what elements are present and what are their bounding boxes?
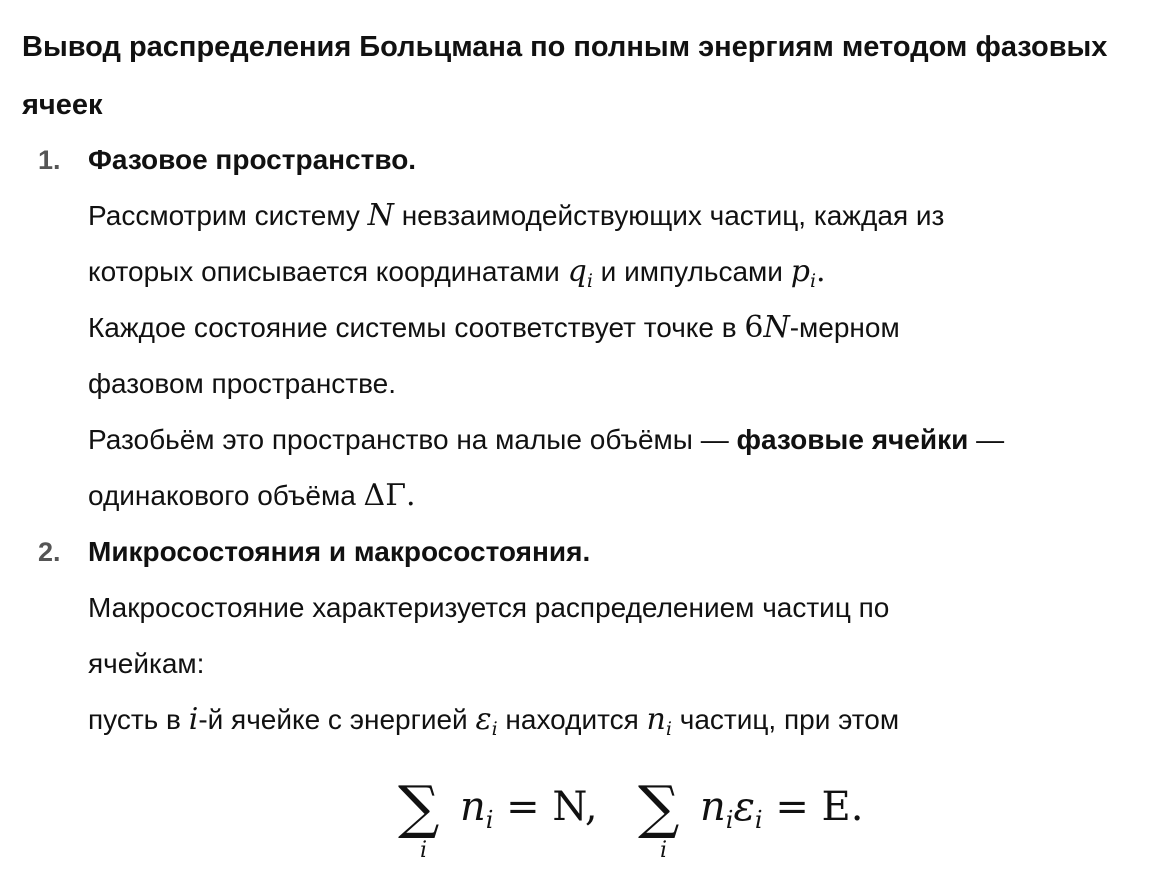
math-delta-gamma: ΔΓ bbox=[363, 478, 407, 513]
text: -мерном bbox=[789, 312, 900, 343]
section-1-line-1 bbox=[88, 188, 944, 244]
math-period: . bbox=[406, 478, 416, 513]
text: Рассмотрим систему bbox=[88, 200, 368, 231]
section-1-line-6 bbox=[88, 468, 416, 524]
math-subscript-i: i bbox=[665, 718, 672, 740]
section-2-line-3 bbox=[88, 692, 899, 751]
math-p: p bbox=[790, 254, 810, 289]
formula-left-rest: = N, bbox=[493, 784, 598, 830]
text: Разобьём это пространство на малые объёмы — bbox=[88, 424, 737, 455]
math-n: n bbox=[646, 702, 666, 737]
text: пусть в bbox=[88, 704, 189, 735]
section-2-heading: Микросостояния и макросостояния. bbox=[88, 536, 591, 567]
math-epsilon: ε bbox=[733, 784, 755, 830]
sum-symbol: ∑ bbox=[638, 773, 680, 841]
text: частиц, при этом bbox=[671, 704, 900, 735]
section-1-line-3 bbox=[88, 300, 900, 356]
document-title: Вывод распределения Больцмана по полным энергиям методом фазовых ячеек bbox=[22, 31, 1108, 121]
text: -й ячейке с энергией bbox=[198, 704, 476, 735]
text: — bbox=[968, 424, 1005, 455]
text: невзаимодействующих частиц, каждая из bbox=[393, 200, 945, 231]
text: и импульсами bbox=[592, 256, 791, 287]
sum-index: i bbox=[420, 838, 428, 863]
text: находится bbox=[497, 704, 647, 735]
formula-right-part bbox=[700, 784, 864, 834]
math-epsilon: ε bbox=[475, 702, 492, 737]
math-subscript-i: i bbox=[754, 806, 763, 834]
section-2-line-1: Макросостояние характеризуется распределением частиц по bbox=[88, 592, 890, 623]
text: одинакового объёма bbox=[88, 480, 364, 511]
math-6: 6 bbox=[744, 310, 764, 345]
math-subscript-i: i bbox=[485, 806, 494, 834]
text: Каждое состояние системы соответствует точке в bbox=[88, 312, 745, 343]
math-n: n bbox=[700, 784, 726, 830]
section-1-line-5 bbox=[88, 412, 1004, 468]
section-2-line-2: ячейкам: bbox=[88, 648, 205, 679]
math-N: N bbox=[763, 310, 790, 345]
section-1-heading: Фазовое пространство. bbox=[88, 144, 417, 175]
section-1-line-2 bbox=[88, 244, 826, 303]
math-subscript-i: i bbox=[809, 270, 817, 292]
formula-right-rest: = E. bbox=[762, 784, 864, 830]
list-number-1: 1. bbox=[38, 145, 61, 175]
math-subscript-i: i bbox=[725, 806, 734, 834]
math-period: . bbox=[816, 254, 826, 289]
math-n: n bbox=[460, 784, 486, 830]
bold-term-phase-cells: фазовые ячейки bbox=[736, 424, 969, 455]
math-i: i bbox=[188, 702, 199, 737]
sum-symbol: ∑ bbox=[398, 773, 440, 841]
math-N: N bbox=[367, 198, 394, 233]
math-subscript-i: i bbox=[491, 718, 498, 740]
section-1-line-4: фазовом пространстве. bbox=[88, 368, 397, 399]
list-number-2: 2. bbox=[38, 537, 61, 567]
display-formula bbox=[396, 773, 876, 868]
text: которых описывается координатами bbox=[88, 256, 568, 287]
formula-left-part bbox=[460, 784, 598, 834]
math-subscript-i: i bbox=[586, 270, 593, 292]
math-q: q bbox=[567, 254, 587, 289]
sum-index: i bbox=[660, 838, 668, 863]
